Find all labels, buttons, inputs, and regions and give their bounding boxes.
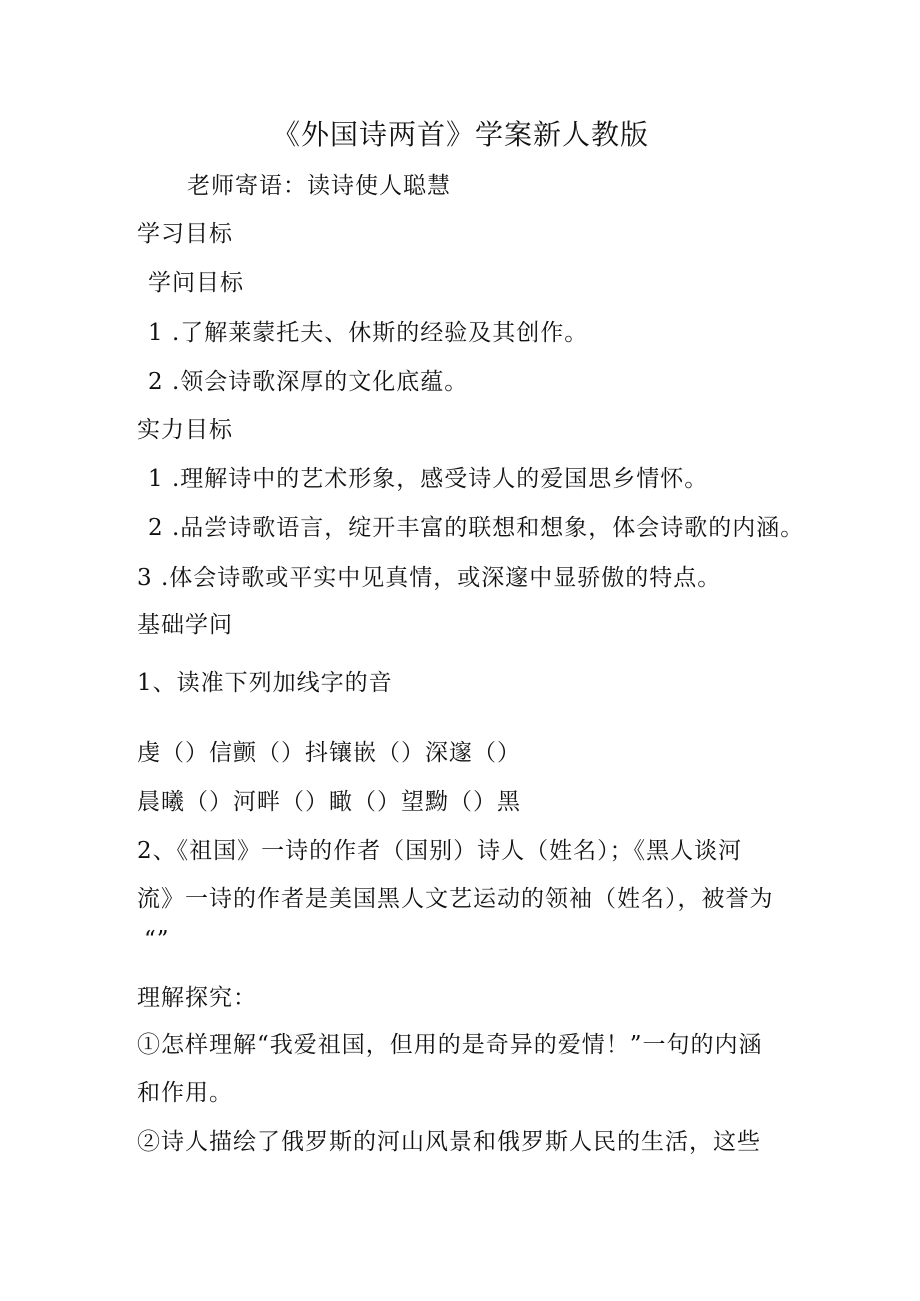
pronunciation-line: 晨曦（）河畔（）瞰（）望黝（）黑	[137, 789, 521, 815]
explore-heading: 理解探究：	[137, 985, 257, 1011]
pronunciation-line: 虔（）信颤（）抖镶嵌（）深邃（）	[137, 740, 521, 766]
knowledge-goal-item: 1 .了解莱蒙托夫、休斯的经验及其创作。	[148, 320, 589, 346]
ability-goal-item: 2 .品尝诗歌语言，绽开丰富的联想和想象，体会诗歌的内涵。	[148, 515, 805, 541]
question-2-line: 2、《祖国》一诗的作者（国别）诗人（姓名）；《黑人谈河	[137, 838, 743, 864]
ability-goal-item: 3 .体会诗歌或平实中见真情，或深邃中显骄傲的特点。	[137, 565, 722, 591]
teacher-motto: 老师寄语：读诗使人聪慧	[187, 173, 451, 199]
explore-question-line: 和作用。	[137, 1080, 233, 1106]
explore-question-line: ①怎样理解“我爱祖国，但用的是奇异的爱情！”一句的内涵	[137, 1032, 763, 1058]
question-1: 1、读准下列加线字的音	[137, 670, 393, 696]
question-2-line: 流》一诗的作者是美国黑人文艺运动的领袖（姓名），被誉为	[137, 886, 774, 912]
question-2-line: “”	[144, 927, 170, 953]
ability-goal-item: 1 .理解诗中的艺术形象，感受诗人的爱国思乡情怀。	[148, 466, 709, 492]
basic-knowledge-heading: 基础学问	[137, 612, 233, 638]
page-title: 《外国诗两首》学案新人教版	[272, 118, 650, 151]
explore-question-line: ②诗人描绘了俄罗斯的河山风景和俄罗斯人民的生活，这些	[137, 1129, 761, 1155]
knowledge-goals-heading: 学问目标	[148, 270, 244, 296]
learning-goals-heading: 学习目标	[137, 221, 233, 247]
ability-goals-heading: 实力目标	[137, 417, 233, 443]
knowledge-goal-item: 2 .领会诗歌深厚的文化底蕴。	[148, 369, 469, 395]
